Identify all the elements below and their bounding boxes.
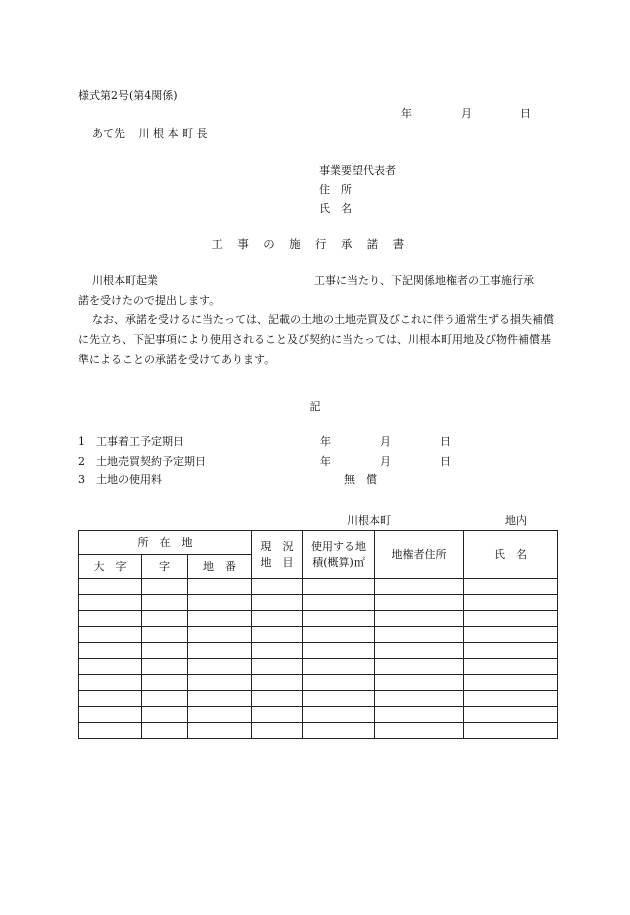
header-area	[303, 531, 375, 579]
table-row	[79, 723, 558, 739]
table-cell[interactable]	[464, 579, 558, 595]
table-cell[interactable]	[79, 627, 142, 643]
header-location: 所 在 地	[79, 531, 252, 555]
table-cell[interactable]	[188, 659, 252, 675]
table-cell[interactable]	[303, 611, 375, 627]
header-owner-address: 地権者住所	[375, 531, 464, 579]
header-genkyo-line1: 現 況	[260, 539, 294, 553]
table-cell[interactable]	[79, 707, 142, 723]
header-area-line2: 積(概算)㎡	[312, 555, 365, 569]
table-cell[interactable]	[464, 595, 558, 611]
item-1	[78, 433, 184, 449]
item-2-month: 月	[380, 455, 391, 468]
paragraph1-rest: 工事に当たり、下記関係地権者の工事施行承	[314, 274, 534, 287]
item-2-label: 土地売買契約予定期日	[96, 455, 206, 468]
item-1-number: 1	[78, 435, 85, 448]
table-cell[interactable]	[375, 691, 464, 707]
header-oaza: 大 字	[79, 555, 142, 579]
table-cell[interactable]	[79, 579, 142, 595]
table-cell[interactable]	[375, 675, 464, 691]
item-3-value: 無 償	[344, 473, 377, 486]
table-cell[interactable]	[252, 579, 303, 595]
item-3-label: 土地の使用料	[96, 473, 162, 486]
table-cell[interactable]	[188, 611, 252, 627]
paragraph1-line2: 諾を受けたので提出します。	[78, 294, 221, 307]
table-row	[79, 579, 558, 595]
table-cell[interactable]	[188, 595, 252, 611]
addressee	[92, 125, 208, 141]
table-cell[interactable]	[142, 627, 188, 643]
table-cell[interactable]	[142, 707, 188, 723]
paragraph2: なお、承諾を受けるに当たっては、記載の土地の土地売買及びこれに伴う通常生ずる損失補償に先立ち、下記事項により使用されること及び契約に当たっては、川根本町用地及び物件補償基準によることの承諾を受けてあります。	[78, 313, 554, 366]
item-1-year: 年	[320, 435, 331, 448]
table-cell[interactable]	[303, 643, 375, 659]
item-3	[78, 471, 162, 487]
item-1-month: 月	[380, 435, 391, 448]
table-cell[interactable]	[79, 691, 142, 707]
table-cell[interactable]	[79, 723, 142, 739]
table-cell[interactable]	[464, 723, 558, 739]
table-cell[interactable]	[188, 675, 252, 691]
table-cell[interactable]	[252, 691, 303, 707]
item-1-day: 日	[440, 435, 451, 448]
table-cell[interactable]	[303, 675, 375, 691]
header-aza: 字	[142, 555, 188, 579]
ki-heading: 記	[309, 400, 321, 413]
header-owner-name: 氏 名	[464, 531, 558, 579]
table-cell[interactable]	[79, 675, 142, 691]
table-cell[interactable]	[375, 643, 464, 659]
table-row	[79, 643, 558, 659]
table-cell[interactable]	[252, 707, 303, 723]
addressee-label: あて先	[92, 127, 125, 140]
table-cell[interactable]	[142, 579, 188, 595]
table-cell[interactable]	[252, 723, 303, 739]
header-chiban: 地 番	[188, 555, 252, 579]
table-cell[interactable]	[375, 595, 464, 611]
table-row	[79, 659, 558, 675]
applicant-name-label: 氏 名	[319, 202, 352, 215]
item-2-day: 日	[440, 455, 451, 468]
table-cell[interactable]	[375, 723, 464, 739]
table-cell[interactable]	[142, 691, 188, 707]
table-cell[interactable]	[375, 659, 464, 675]
table-cell[interactable]	[375, 579, 464, 595]
table-cell[interactable]	[142, 659, 188, 675]
table-cell[interactable]	[464, 627, 558, 643]
header-genkyo-line2: 地 目	[260, 555, 294, 569]
table-row	[79, 611, 558, 627]
table-row	[79, 691, 558, 707]
table-cell[interactable]	[252, 627, 303, 643]
table-cell[interactable]	[188, 643, 252, 659]
table-cell[interactable]	[142, 643, 188, 659]
paragraph1-prefix: 川根本町起業	[92, 274, 158, 287]
item-3-number: 3	[78, 473, 85, 486]
table-cell[interactable]	[464, 643, 558, 659]
table-cell[interactable]	[464, 707, 558, 723]
table-cell[interactable]	[79, 659, 142, 675]
table-cell[interactable]	[79, 595, 142, 611]
table-cell[interactable]	[252, 611, 303, 627]
table-cell[interactable]	[188, 627, 252, 643]
table-cell[interactable]	[252, 595, 303, 611]
addressee-name: 川 根 本 町 長	[138, 127, 208, 140]
table-cell[interactable]	[375, 611, 464, 627]
applicant-role: 事業要望代表者	[319, 164, 396, 177]
header-area-line1: 使用する地	[311, 539, 367, 553]
table-cell[interactable]	[303, 627, 375, 643]
table-cell[interactable]	[142, 723, 188, 739]
table-cell[interactable]	[375, 707, 464, 723]
document-title: 工事の施行承諾書	[211, 237, 419, 251]
table-cell[interactable]	[252, 675, 303, 691]
table-cell[interactable]	[464, 691, 558, 707]
table-cell[interactable]	[464, 611, 558, 627]
form-number: 様式第2号(第4関係)	[78, 89, 178, 102]
table-cell[interactable]	[79, 643, 142, 659]
table-cell[interactable]	[142, 611, 188, 627]
item-1-label: 工事着工予定期日	[96, 435, 184, 448]
table-row	[79, 595, 558, 611]
date-year-label: 年	[401, 107, 412, 120]
table-cell[interactable]	[188, 579, 252, 595]
date-month-label: 月	[461, 107, 472, 120]
table-cell[interactable]	[303, 723, 375, 739]
item-2-number: 2	[78, 455, 85, 468]
location-town: 川根本町	[347, 514, 391, 527]
table-row	[79, 627, 558, 643]
table-cell[interactable]	[303, 707, 375, 723]
table-cell[interactable]	[303, 659, 375, 675]
table-cell[interactable]	[303, 595, 375, 611]
location-suffix: 地内	[505, 514, 527, 527]
table-cell[interactable]	[252, 659, 303, 675]
table-row	[79, 675, 558, 691]
date-day-label: 日	[520, 107, 531, 120]
table-cell[interactable]	[252, 643, 303, 659]
table-cell[interactable]	[303, 579, 375, 595]
table-cell[interactable]	[188, 691, 252, 707]
table-cell[interactable]	[375, 627, 464, 643]
table-cell[interactable]	[142, 675, 188, 691]
table-cell[interactable]	[464, 675, 558, 691]
item-2	[78, 453, 206, 469]
table-cell[interactable]	[142, 595, 188, 611]
table-cell[interactable]	[188, 707, 252, 723]
table-cell[interactable]	[464, 659, 558, 675]
table-cell[interactable]	[188, 723, 252, 739]
land-table	[78, 530, 558, 739]
item-2-year: 年	[320, 455, 331, 468]
table-cell[interactable]	[79, 611, 142, 627]
applicant-address-label: 住 所	[319, 183, 352, 196]
table-row	[79, 707, 558, 723]
header-genkyo	[252, 531, 303, 579]
table-cell[interactable]	[303, 691, 375, 707]
